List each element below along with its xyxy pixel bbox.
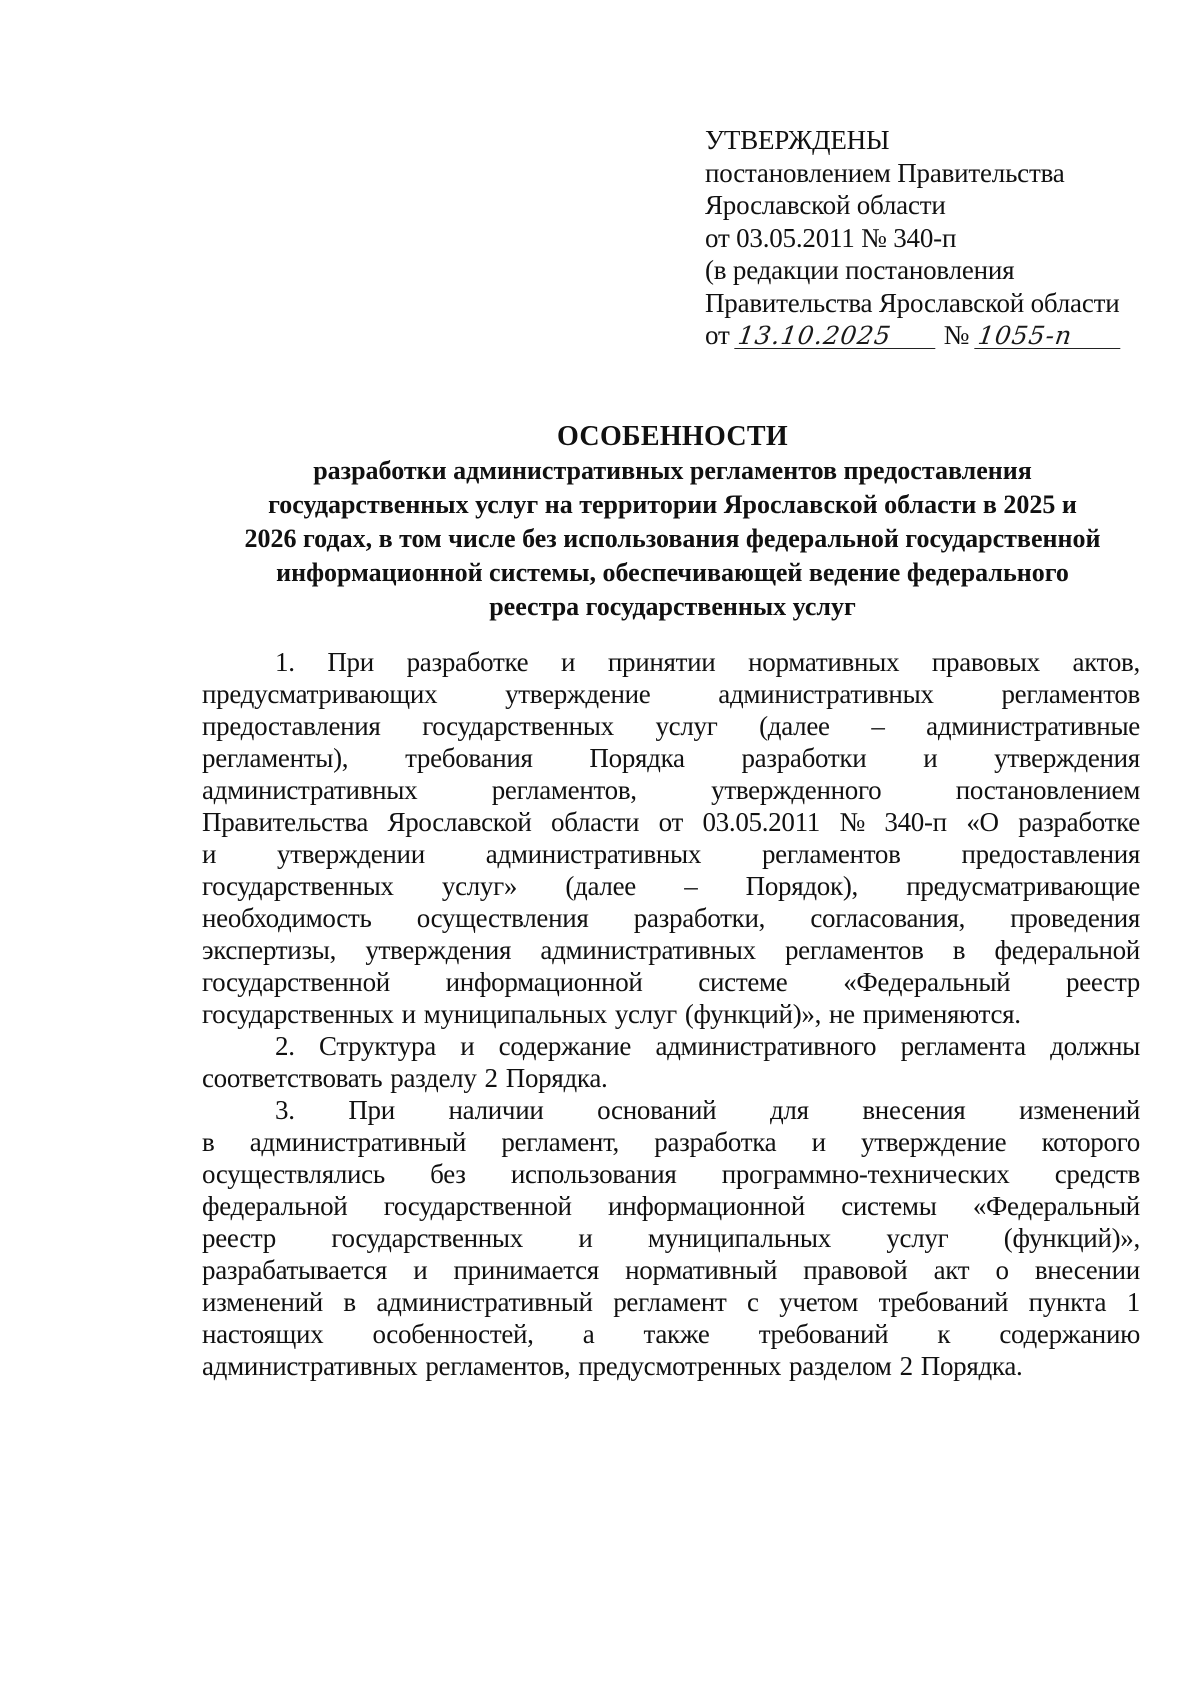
word: административных [202, 775, 418, 805]
body-line [202, 1094, 1140, 1126]
word: предусматривающих [202, 679, 438, 709]
word: и [923, 743, 938, 773]
body-line [202, 838, 1140, 870]
word: которого [1041, 1127, 1140, 1157]
word: административный [376, 1287, 593, 1317]
number-sign: № [943, 320, 970, 350]
document-title [200, 420, 1145, 624]
word: требований [878, 1287, 1009, 1317]
body-line [202, 1222, 1140, 1254]
word: нормативных [748, 647, 900, 677]
word: разделу [390, 1063, 477, 1093]
word: административных [718, 679, 934, 709]
word: использования [510, 1159, 677, 1189]
word: При [348, 1095, 395, 1125]
word: акт [933, 1255, 970, 1285]
word: федеральной [994, 935, 1140, 965]
word: утверждение [505, 679, 651, 709]
body-line [202, 710, 1140, 742]
word: разработки, [633, 903, 766, 933]
body-line [202, 678, 1140, 710]
word: содержанию [999, 1319, 1140, 1349]
body-line [202, 742, 1140, 774]
word: предусматривающие [906, 871, 1140, 901]
body-line [202, 998, 1140, 1030]
body-line [202, 1350, 1140, 1382]
word: государственной [383, 1191, 572, 1221]
title-sub-line: разработки административных регламентов предоставления [313, 456, 1032, 485]
word: услуг [886, 1223, 949, 1253]
word: Ярославской [387, 807, 532, 837]
word: предусмотренных [578, 1351, 782, 1381]
word: 2 [899, 1351, 913, 1381]
word: утверждение [861, 1127, 1007, 1157]
word: регламентов [1001, 679, 1140, 709]
word: в [343, 1287, 356, 1317]
word: для [769, 1095, 809, 1125]
word: требований [758, 1319, 889, 1349]
body-line [202, 902, 1140, 934]
word: внесения [862, 1095, 966, 1125]
word: «Федеральный [843, 967, 1011, 997]
word: в [952, 935, 966, 965]
title-sub-line: государственных услуг на территории Ярославской области в 2025 и [268, 490, 1077, 519]
word: оснований [597, 1095, 717, 1125]
body-line [202, 966, 1140, 998]
word: применяются. [862, 999, 1021, 1029]
word: регламент, [501, 1127, 619, 1157]
word: предоставления [961, 839, 1140, 869]
word: (функций)», [1003, 1223, 1140, 1253]
title-main: ОСОБЕННОСТИ [557, 421, 788, 452]
word: регламентов [784, 935, 924, 965]
word: административных [485, 839, 702, 869]
word: разработке [406, 647, 529, 677]
word: утверждения [365, 935, 512, 965]
word: с [747, 1287, 759, 1317]
word: требования [405, 743, 533, 773]
word: разработка [654, 1127, 777, 1157]
word: – [684, 871, 698, 901]
word: государственных [202, 999, 394, 1029]
word: о [995, 1255, 1009, 1285]
word: правовой [803, 1255, 908, 1285]
word: реестр [1066, 967, 1140, 997]
word: без [430, 1159, 466, 1189]
word: регламент [613, 1287, 727, 1317]
word: а [582, 1319, 595, 1349]
word: и [561, 647, 576, 677]
word: государственных [202, 871, 394, 901]
title-sub-line: информационной системы, обеспечивающей ведение федерального [276, 558, 1069, 587]
body-line [202, 1254, 1140, 1286]
body-line [202, 646, 1140, 678]
word: актов, [1072, 647, 1140, 677]
title-subtitle [200, 454, 1145, 624]
word: регламентов, [425, 1351, 571, 1381]
word: не [829, 999, 855, 1029]
word: системе [698, 967, 788, 997]
handwritten-date: 13.10.2025 [734, 324, 939, 349]
word: наличии [448, 1095, 544, 1125]
word: учетом [779, 1287, 859, 1317]
word: соответствовать [202, 1063, 383, 1093]
word: правовых [931, 647, 1040, 677]
word: административных [540, 935, 756, 965]
approval-line: (в редакции постановления [705, 255, 1015, 285]
word: государственной [202, 967, 390, 997]
word: 2 [484, 1063, 498, 1093]
title-sub-line: реестра государственных услуг [489, 592, 856, 621]
word: услуг [614, 999, 677, 1029]
word: услуг [655, 711, 718, 741]
word: (далее [565, 871, 636, 901]
approval-heading: УТВЕРЖДЕНЫ [705, 125, 890, 155]
word: осуществлялись [202, 1159, 385, 1189]
word: разрабатывается [202, 1255, 387, 1285]
word: экспертизы, [202, 935, 337, 965]
word: к [937, 1319, 951, 1349]
approval-line: от 03.05.2011 № 340-п [705, 222, 957, 253]
word: также [643, 1319, 710, 1349]
word: проведения [1010, 903, 1140, 933]
word: разработки [741, 743, 867, 773]
word: особенностей, [372, 1319, 534, 1349]
word: № [839, 807, 865, 837]
word: утверждении [277, 839, 425, 869]
approval-line: постановлением Правительства [705, 157, 1065, 188]
word: (функций)», [684, 999, 822, 1029]
word: 340-п [884, 807, 947, 837]
word: информационной [607, 1191, 805, 1221]
word: постановлением [955, 775, 1140, 805]
word: 3. [275, 1095, 295, 1125]
body-line [202, 806, 1140, 838]
body-line [202, 870, 1140, 902]
word: принимается [453, 1255, 599, 1285]
word: Порядка [589, 743, 685, 773]
word: административные [926, 711, 1140, 741]
handwritten-number: 1055-п [974, 324, 1124, 349]
word: принятии [607, 647, 716, 677]
body-line [202, 1318, 1140, 1350]
word: предоставления [202, 711, 381, 741]
word: При [327, 647, 374, 677]
amendment-line [705, 319, 1175, 352]
word: и [202, 839, 217, 869]
word: содержание [498, 1031, 632, 1061]
document-body [202, 646, 1140, 1382]
word: Правительства [202, 807, 369, 837]
word: в [202, 1127, 215, 1157]
word: административный [249, 1127, 467, 1157]
body-line [202, 1126, 1140, 1158]
word: «Федеральный [972, 1191, 1140, 1221]
word: согласования, [810, 903, 966, 933]
approval-line: Правительства Ярославской области [705, 287, 1120, 318]
word: изменений [202, 1287, 323, 1317]
word: (далее [759, 711, 830, 741]
word: федеральной [202, 1191, 348, 1221]
body-line [202, 774, 1140, 806]
word: разделом [789, 1351, 892, 1381]
word: Порядок), [745, 871, 858, 901]
body-line [202, 1190, 1140, 1222]
word: муниципальных [647, 1223, 831, 1253]
word: осуществления [416, 903, 589, 933]
word: изменений [1019, 1095, 1140, 1125]
word: системы [841, 1191, 937, 1221]
word: – [871, 711, 885, 741]
word: от [658, 807, 684, 837]
word: 1 [1126, 1287, 1140, 1317]
word: Порядка. [920, 1351, 1023, 1381]
word: разработке [1018, 807, 1140, 837]
body-line [202, 934, 1140, 966]
word: регламентов, [491, 775, 637, 805]
word: внесении [1034, 1255, 1140, 1285]
word: услуг» [441, 871, 518, 901]
amendment-prefix: от [705, 320, 730, 350]
word: средств [1054, 1159, 1140, 1189]
word: 03.05.2011 [702, 807, 820, 837]
word: Структура [318, 1031, 436, 1061]
word: реестр [202, 1223, 276, 1253]
word: области [551, 807, 640, 837]
title-sub-line: 2026 годах, в том числе без использования федеральной государственной [244, 524, 1101, 553]
word: и [811, 1127, 826, 1157]
word: 2. [275, 1031, 295, 1061]
word: муниципальных [423, 999, 607, 1029]
body-line [202, 1030, 1140, 1062]
body-line [202, 1062, 1140, 1094]
word: пункта [1028, 1287, 1107, 1317]
word: государственных [331, 1223, 523, 1253]
word: государственных [422, 711, 614, 741]
word: административных [202, 1351, 418, 1381]
word: Порядка. [505, 1063, 608, 1093]
word: информационной [445, 967, 643, 997]
word: и [401, 999, 416, 1029]
word: утверждения [994, 743, 1140, 773]
word: регламента [900, 1031, 1026, 1061]
approval-line: Ярославской области [705, 190, 946, 220]
body-line [202, 1286, 1140, 1318]
word: 1. [275, 647, 295, 677]
word: должны [1050, 1031, 1140, 1061]
word: нормативный [625, 1255, 778, 1285]
word: административного [655, 1031, 877, 1061]
word: и [460, 1031, 475, 1061]
word: настоящих [202, 1319, 324, 1349]
word: программно-технических [721, 1159, 1010, 1189]
word: и [578, 1223, 593, 1253]
word: и [413, 1255, 428, 1285]
word: регламенты), [202, 743, 349, 773]
word: необходимость [202, 903, 372, 933]
body-line [202, 1158, 1140, 1190]
word: регламентов [761, 839, 901, 869]
approval-stamp-block [705, 124, 1175, 352]
word: утвержденного [711, 775, 882, 805]
word: «О [966, 807, 999, 837]
